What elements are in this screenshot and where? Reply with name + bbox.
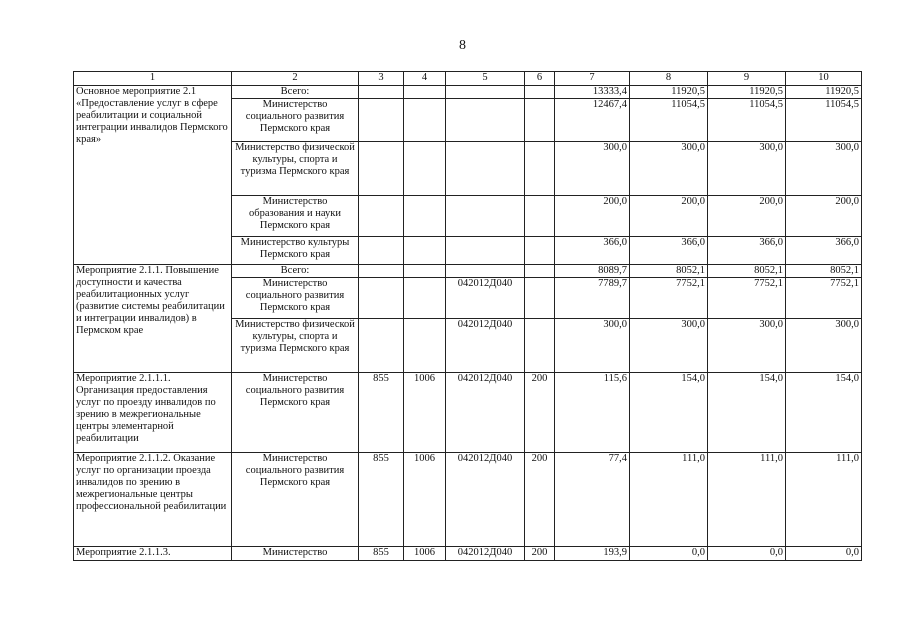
value-cell: 300,0	[708, 142, 786, 196]
target-code-cell	[446, 142, 525, 196]
value-cell: 300,0	[630, 319, 708, 373]
executor-cell: Министерство культуры Пермского края	[232, 237, 359, 265]
value-cell: 11920,5	[630, 86, 708, 99]
executor-cell: Министерство образования и науки Пермского края	[232, 196, 359, 237]
value-cell: 111,0	[786, 453, 862, 547]
section-code-cell	[404, 265, 446, 278]
value-cell: 366,0	[786, 237, 862, 265]
value-cell: 154,0	[630, 373, 708, 453]
target-code-cell: 042012Д040	[446, 319, 525, 373]
section-code-cell	[404, 237, 446, 265]
chapter-code-cell	[359, 142, 404, 196]
value-cell: 200,0	[555, 196, 630, 237]
value-cell: 115,6	[555, 373, 630, 453]
expense-type-cell	[525, 265, 555, 278]
value-cell: 0,0	[708, 547, 786, 561]
value-cell: 8052,1	[786, 265, 862, 278]
value-cell: 8052,1	[630, 265, 708, 278]
target-code-cell	[446, 237, 525, 265]
executor-cell: Министерство социального развития Пермского края	[232, 373, 359, 453]
executor-cell: Министерство	[232, 547, 359, 561]
value-cell: 11920,5	[786, 86, 862, 99]
value-cell: 300,0	[630, 142, 708, 196]
column-header: 5	[446, 72, 525, 86]
table-row	[74, 373, 862, 453]
section-code-cell: 1006	[404, 453, 446, 547]
expense-type-cell	[525, 278, 555, 319]
expense-type-cell	[525, 86, 555, 99]
chapter-code-cell: 855	[359, 547, 404, 561]
column-header: 4	[404, 72, 446, 86]
value-cell: 193,9	[555, 547, 630, 561]
value-cell: 11920,5	[708, 86, 786, 99]
program-name-cell: Мероприятие 2.1.1.2. Оказание услуг по организации проезда инвалидов по зрению в межрегиональные центры профессиональной реабилитации	[74, 453, 232, 547]
executor-cell: Всего:	[232, 265, 359, 278]
column-header: 2	[232, 72, 359, 86]
expense-type-cell	[525, 142, 555, 196]
column-header: 9	[708, 72, 786, 86]
value-cell: 200,0	[786, 196, 862, 237]
budget-table	[73, 71, 862, 561]
value-cell: 366,0	[630, 237, 708, 265]
table-row	[74, 265, 862, 278]
value-cell: 11054,5	[786, 99, 862, 142]
page-number: 8	[459, 38, 466, 53]
value-cell: 0,0	[786, 547, 862, 561]
expense-type-cell	[525, 319, 555, 373]
program-name-cell: Мероприятие 2.1.1.1. Организация предоставления услуг по проезду инвалидов по зрению в межрегиональные центры элементарной реабилитации	[74, 373, 232, 453]
table-row	[74, 86, 862, 99]
value-cell: 111,0	[630, 453, 708, 547]
executor-cell: Всего:	[232, 86, 359, 99]
expense-type-cell	[525, 196, 555, 237]
value-cell: 300,0	[708, 319, 786, 373]
chapter-code-cell	[359, 196, 404, 237]
executor-cell: Министерство физической культуры, спорта и туризма Пермского края	[232, 142, 359, 196]
chapter-code-cell	[359, 99, 404, 142]
header-row	[74, 72, 862, 86]
value-cell: 300,0	[555, 142, 630, 196]
value-cell: 200,0	[708, 196, 786, 237]
column-header: 7	[555, 72, 630, 86]
value-cell: 0,0	[630, 547, 708, 561]
section-code-cell	[404, 142, 446, 196]
value-cell: 8089,7	[555, 265, 630, 278]
program-name-cell: Мероприятие 2.1.1.3.	[74, 547, 232, 561]
value-cell: 11054,5	[630, 99, 708, 142]
section-code-cell: 1006	[404, 547, 446, 561]
value-cell: 366,0	[555, 237, 630, 265]
chapter-code-cell: 855	[359, 373, 404, 453]
value-cell: 11054,5	[708, 99, 786, 142]
value-cell: 154,0	[708, 373, 786, 453]
chapter-code-cell	[359, 237, 404, 265]
target-code-cell	[446, 265, 525, 278]
table-row	[74, 547, 862, 561]
section-code-cell	[404, 99, 446, 142]
executor-cell: Министерство физической культуры, спорта и туризма Пермского края	[232, 319, 359, 373]
expense-type-cell	[525, 237, 555, 265]
executor-cell: Министерство социального развития Пермского края	[232, 99, 359, 142]
value-cell: 300,0	[786, 319, 862, 373]
column-header: 8	[630, 72, 708, 86]
value-cell: 366,0	[708, 237, 786, 265]
value-cell: 12467,4	[555, 99, 630, 142]
target-code-cell: 042012Д040	[446, 278, 525, 319]
expense-type-cell: 200	[525, 453, 555, 547]
table-row	[74, 453, 862, 547]
column-header: 10	[786, 72, 862, 86]
section-code-cell	[404, 278, 446, 319]
chapter-code-cell	[359, 86, 404, 99]
target-code-cell: 042012Д040	[446, 453, 525, 547]
chapter-code-cell	[359, 319, 404, 373]
column-header: 3	[359, 72, 404, 86]
value-cell: 8052,1	[708, 265, 786, 278]
section-code-cell: 1006	[404, 373, 446, 453]
expense-type-cell: 200	[525, 373, 555, 453]
column-header: 6	[525, 72, 555, 86]
target-code-cell	[446, 86, 525, 99]
value-cell: 111,0	[708, 453, 786, 547]
value-cell: 300,0	[786, 142, 862, 196]
target-code-cell	[446, 99, 525, 142]
program-name-cell: Основное мероприятие 2.1 «Предоставление услуг в сфере реабилитации и социальной интеграции инвалидов Пермского края»	[74, 86, 232, 265]
column-header: 1	[74, 72, 232, 86]
expense-type-cell	[525, 99, 555, 142]
executor-cell: Министерство социального развития Пермского края	[232, 278, 359, 319]
target-code-cell: 042012Д040	[446, 373, 525, 453]
value-cell: 7752,1	[786, 278, 862, 319]
expense-type-cell: 200	[525, 547, 555, 561]
executor-cell: Министерство социального развития Пермского края	[232, 453, 359, 547]
value-cell: 77,4	[555, 453, 630, 547]
value-cell: 7752,1	[630, 278, 708, 319]
chapter-code-cell	[359, 278, 404, 319]
value-cell: 7752,1	[708, 278, 786, 319]
section-code-cell	[404, 86, 446, 99]
section-code-cell	[404, 196, 446, 237]
chapter-code-cell	[359, 265, 404, 278]
value-cell: 154,0	[786, 373, 862, 453]
value-cell: 300,0	[555, 319, 630, 373]
target-code-cell	[446, 196, 525, 237]
value-cell: 13333,4	[555, 86, 630, 99]
target-code-cell: 042012Д040	[446, 547, 525, 561]
chapter-code-cell: 855	[359, 453, 404, 547]
value-cell: 7789,7	[555, 278, 630, 319]
program-name-cell: Мероприятие 2.1.1. Повышение доступности и качества реабилитационных услуг (развитие системы реабилитации и интеграции инвалидов) в Пермском крае	[74, 265, 232, 373]
value-cell: 200,0	[630, 196, 708, 237]
section-code-cell	[404, 319, 446, 373]
